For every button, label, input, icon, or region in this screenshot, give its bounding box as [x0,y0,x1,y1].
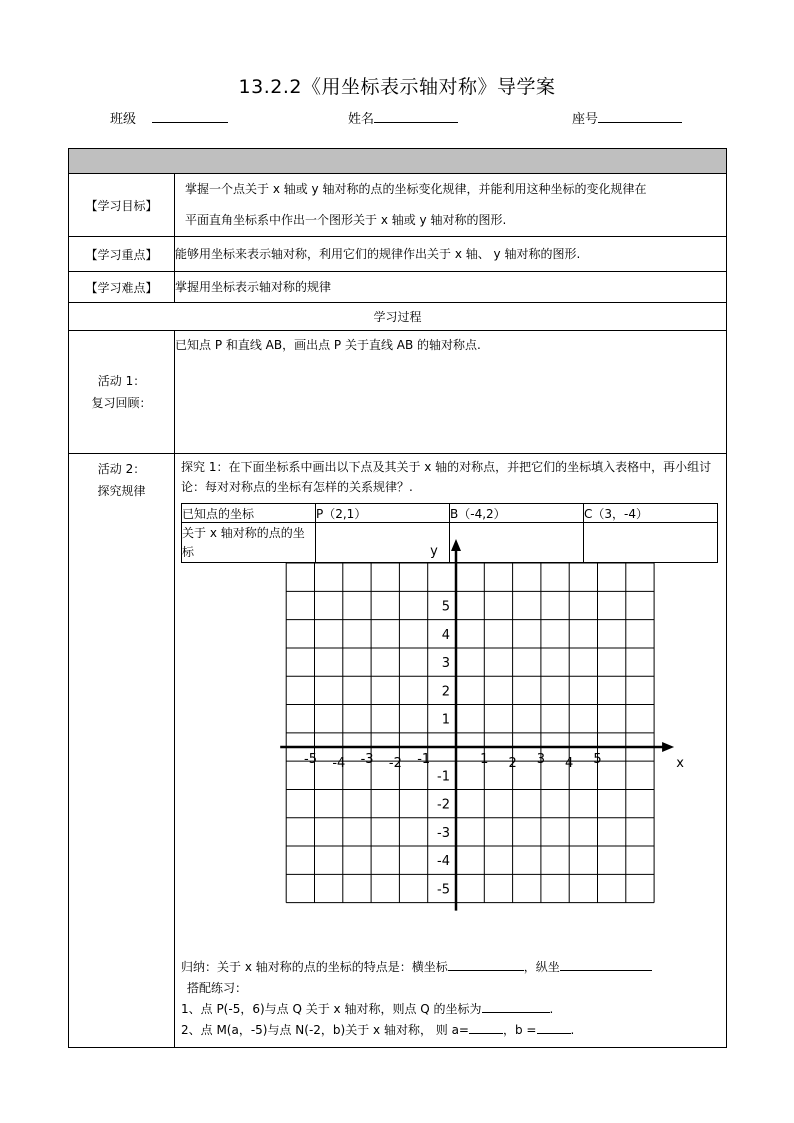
y-tick-label: 2 [441,684,450,700]
x-axis-arrow-icon [662,742,674,752]
key-label: 【学习重点】 [69,237,175,272]
summary-text-2: ，纵坐 [523,960,560,974]
coord-header-known: 已知点的坐标 [182,504,316,523]
key-row [69,237,727,272]
practice-label: 搭配练习： [187,981,248,995]
class-blank[interactable] [152,109,228,123]
goal-line-2: 平面直角坐标系中作出一个图形关于 x 轴或 y 轴对称的图形. [185,213,507,227]
summary-blank-x[interactable] [448,957,524,971]
x-tick-label: -5 [304,752,317,767]
y-tick-label: -5 [437,882,450,898]
activity1-label [69,331,175,454]
coordinate-table [181,503,718,563]
coord-answer-c[interactable] [584,523,718,563]
goal-row [69,174,727,237]
goal-text [175,174,727,237]
summary-blank-y[interactable] [560,957,652,971]
q2-end: . [570,1023,575,1037]
seat-field[interactable] [572,108,682,127]
y-tick-label: -2 [437,797,450,813]
x-tick-label: 4 [565,756,574,771]
y-tick-label: -1 [437,769,450,785]
x-tick-label: 5 [593,752,602,767]
y-axis-label: y [430,544,438,560]
goal-label: 【学习目标】 [69,174,175,237]
activity1-text: 已知点 P 和直线 AB，画出点 P 关于直线 AB 的轴对称点. [175,338,481,352]
activity1-label-1: 活动 1： [97,374,146,388]
q1-blank[interactable] [482,999,550,1013]
activity2-content [175,454,727,1048]
axis-labels [304,544,684,897]
process-label: 学习过程 [69,303,727,331]
class-label: 班级 [110,112,137,127]
activity1-row [69,331,727,454]
seat-blank[interactable] [598,109,682,123]
name-label: 姓名 [348,112,375,127]
x-tick-label: -3 [360,752,374,767]
difficulty-label: 【学习难点】 [69,272,175,303]
y-tick-label: 5 [441,599,450,615]
activity1-content [175,331,727,454]
y-tick-label: 1 [441,712,450,728]
q2-blank-b[interactable] [537,1020,571,1034]
y-tick-label: 4 [441,627,450,643]
activity1-label-2: 复习回顾： [91,396,152,410]
y-tick-label: -3 [437,825,450,841]
q2-mid: ，b = [503,1023,537,1037]
coordinate-grid[interactable] [181,544,733,957]
q1-text: 1、点 P(-5，6)与点 Q 关于 x 轴对称，则点 Q 的坐标为 [181,1002,482,1016]
x-tick-label: 1 [480,752,489,767]
seat-label: 座号 [572,112,599,127]
difficulty-row [69,272,727,303]
worksheet-table [68,148,727,1048]
process-row [69,303,727,331]
coord-header-p: P（2,1） [316,504,450,523]
activity2-row [69,454,727,1048]
activity2-label [69,454,175,1048]
activity2-label-1: 活动 2： [97,462,146,476]
coord-answer-b[interactable] [450,523,584,563]
grid-lines [286,563,654,903]
q1-end: . [549,1002,554,1016]
goal-line-1: 掌握一个点关于 x 轴或 y 轴对称的点的坐标变化规律，并能利用这种坐标的变化规律在 [185,182,647,196]
coord-row-label: 关于 x 轴对称的点的坐标 [182,523,316,563]
y-tick-label: 3 [441,656,450,672]
class-field[interactable] [110,108,228,127]
q2-text: 2、点 M(a，-5)与点 N(-2，b)关于 x 轴对称， 则 a= [181,1023,469,1037]
key-text: 能够用坐标来表示轴对称，利用它们的规律作出关于 x 轴、 y 轴对称的图形. [175,237,727,272]
practice-q1 [181,999,726,1020]
activity2-label-2: 探究规律 [97,484,146,498]
x-tick-label: 3 [536,752,546,767]
difficulty-text: 掌握用坐标表示轴对称的规律 [175,272,727,303]
x-tick-label: -2 [388,756,402,771]
coord-header-b: B（-4,2） [450,504,584,523]
summary-text: 归纳：关于 x 轴对称的点的坐标的特点是：横坐标 [181,960,448,974]
q2-blank-a[interactable] [469,1020,503,1034]
axes [280,539,674,911]
activity2-text: 探究 1：在下面坐标系中画出以下点及其关于 x 轴的对称点，并把它们的坐标填入表格中，再小组讨论：每对对称点的坐标有怎样的关系规律？. [181,460,712,494]
name-blank[interactable] [374,109,458,123]
gray-header-cell [69,149,727,174]
gray-header-row [69,149,727,174]
x-tick-label: -4 [332,756,346,771]
x-tick-label: 2 [508,756,517,771]
y-tick-label: -4 [437,854,450,870]
coord-header-c: C（3，-4） [584,504,718,523]
practice-q2 [181,1020,726,1041]
x-tick-label: -1 [417,752,431,767]
name-field[interactable] [348,108,458,127]
x-axis-label: x [676,756,684,771]
page-title: 13.2.2《用坐标表示轴对称》导学案 [238,76,556,98]
summary-line [181,957,726,978]
